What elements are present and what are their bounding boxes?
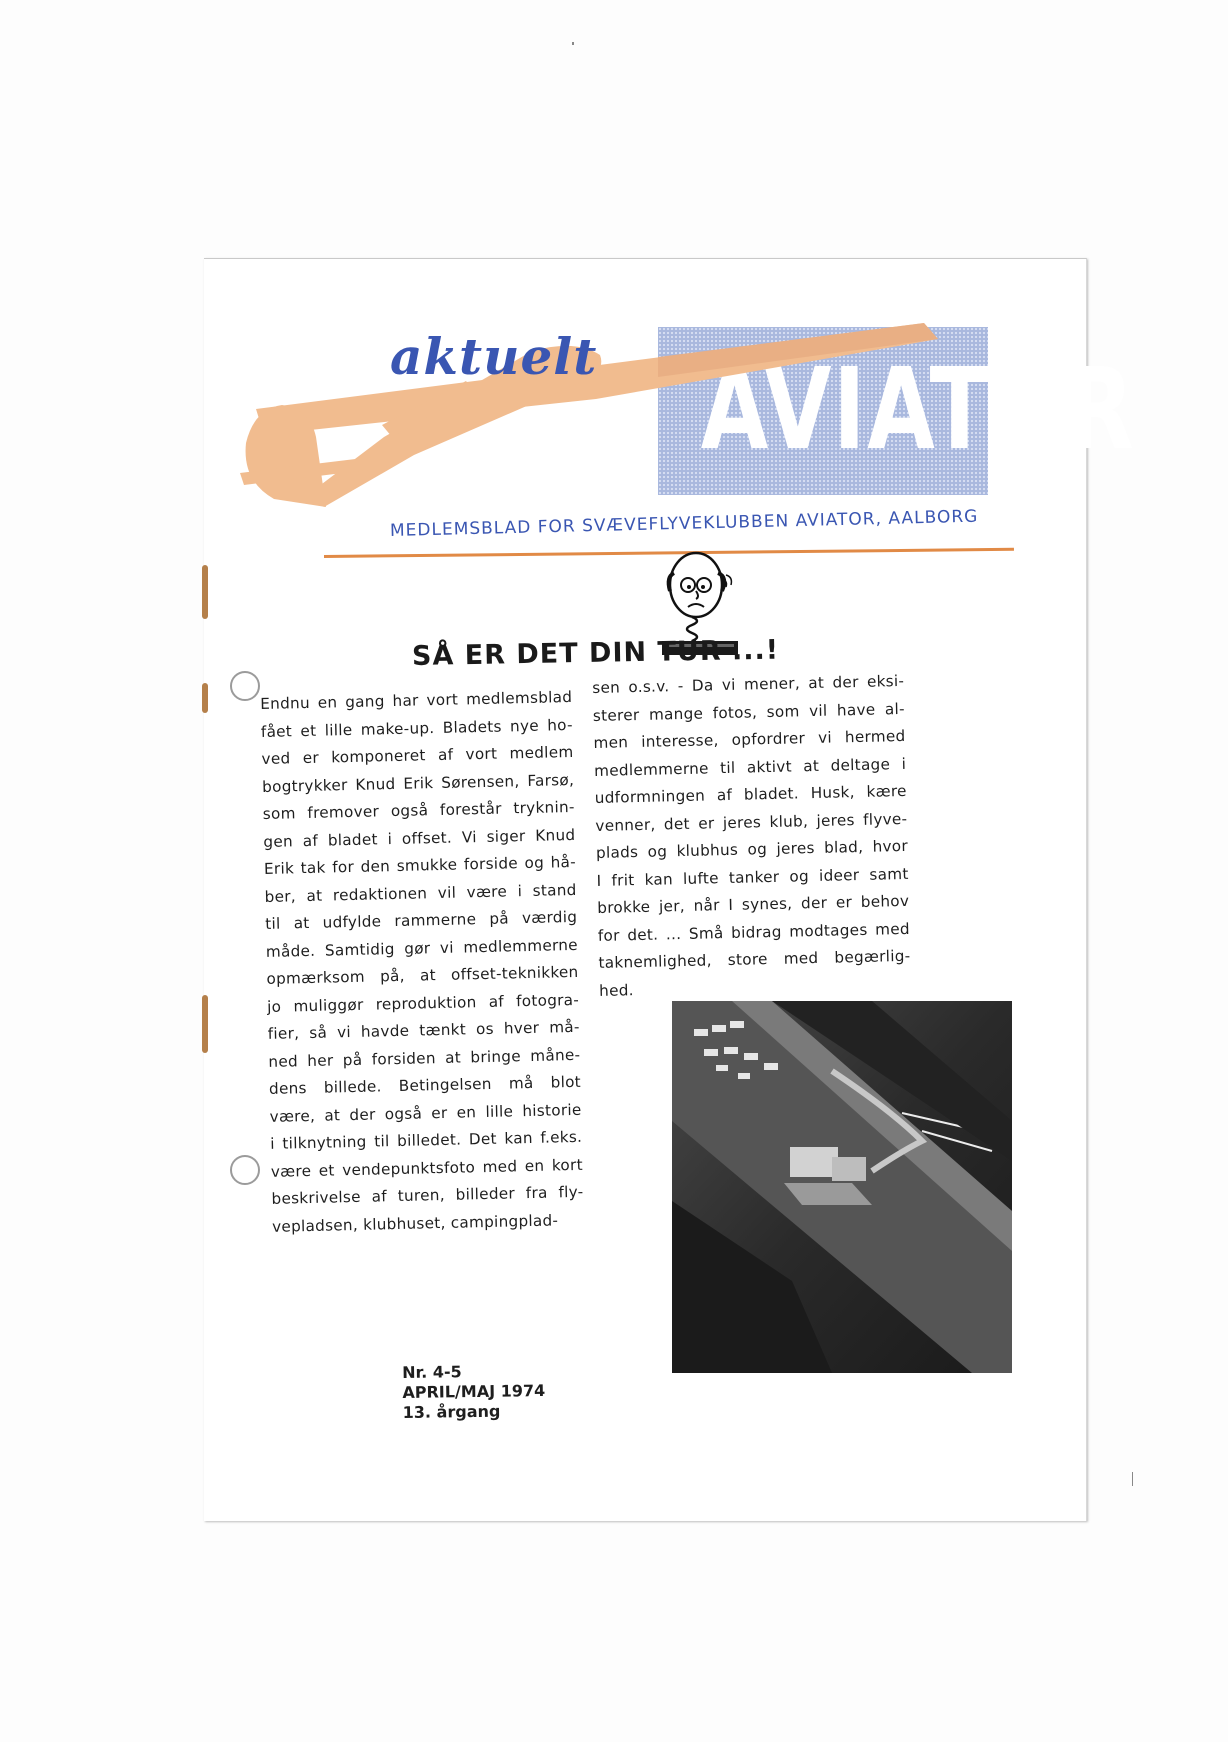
article-line: Erik tak for den smukke forside og hå- <box>263 852 577 878</box>
article-line: hed. <box>598 980 634 1000</box>
article-left-column <box>260 684 584 1241</box>
aerial-photo-image <box>672 1001 1012 1373</box>
scan-mark <box>572 42 574 45</box>
article-line: gen af bladet i offset. Vi siger Knud <box>263 825 576 851</box>
issue-number: Nr. 4-5 <box>402 1362 462 1382</box>
article-line: for det. ... Små bidrag modtages med <box>597 919 911 945</box>
article-line: jo muliggør reproduktion af fotogra- <box>266 990 580 1016</box>
article-line: ber, at redaktionen vil være i stand <box>264 880 577 906</box>
article-line: dens billede. Betingelsen må blot <box>268 1072 582 1098</box>
headline: SÅ ER DET DIN TUR ...! <box>411 634 780 672</box>
rust-stain <box>202 683 208 713</box>
article-line: plads og klubhus og jeres blad, hvor <box>595 836 909 862</box>
article-line: være et vendepunktsfoto med en kort <box>270 1155 584 1181</box>
article-line: være, at der også er en lille historie <box>269 1100 582 1126</box>
wordmark: AVIATOR <box>700 345 1136 475</box>
masthead <box>204 259 1136 579</box>
script-title: aktuelt <box>390 327 598 386</box>
article-line: men interesse, opfordrer vi hermed <box>593 726 906 752</box>
article-line: vepladsen, klubhuset, campingplad- <box>271 1210 559 1236</box>
aerial-photo <box>672 1001 1012 1373</box>
magazine-page <box>204 258 1136 1521</box>
article-line: måde. Samtidig gør vi medlemmerne <box>265 935 579 961</box>
article-line: medlemmerne til aktivt at deltage i <box>593 754 907 780</box>
article-line: bogtrykker Knud Erik Sørensen, Farsø, <box>261 770 575 796</box>
issue-info <box>402 1361 546 1423</box>
subtitle: MEDLEMSBLAD FOR SVÆVEFLYVEKLUBBEN AVIATOR, AALBORG <box>389 506 979 541</box>
article-line: taknemlighed, store med begærlig- <box>598 946 911 972</box>
article-line: venner, det er jeres klub, jeres flyve- <box>595 809 908 835</box>
article-line: beskrivelse af turen, billeder fra fly- <box>271 1182 584 1208</box>
article-line: fået et lille make-up. Bladets nye ho- <box>260 715 574 741</box>
issue-volume: 13. årgang <box>402 1401 501 1422</box>
article-line: sterer mange fotos, som vil have al- <box>592 699 906 725</box>
article-line: i tilknytning til billedet. Det kan f.eks. <box>270 1127 583 1153</box>
article-line: sen o.s.v. - Da vi mener, at der eksi- <box>592 671 905 697</box>
article-line: som fremover også forestår tryknin- <box>262 797 575 823</box>
article-right-column <box>592 668 911 1005</box>
scan-mark <box>1132 1472 1133 1486</box>
punch-hole <box>230 1155 260 1185</box>
article-line: Endnu en gang har vort medlemsblad <box>260 687 573 713</box>
article-line: fier, så vi havde tænkt os hver må- <box>267 1017 580 1043</box>
article-line: ned her på forsiden at bringe måne- <box>268 1045 581 1071</box>
article-line: opmærksom på, at offset-teknikken <box>266 962 579 988</box>
article-line: til at udfylde rammerne på værdig <box>265 907 578 933</box>
rust-stain <box>202 995 208 1053</box>
article-line: ved er komponeret af vort medlem <box>261 742 574 768</box>
article-line: I frit kan lufte tanker og ideer samt <box>596 864 909 890</box>
issue-date: APRIL/MAJ 1974 <box>402 1381 546 1402</box>
article-line: udformningen af bladet. Husk, kære <box>594 781 907 807</box>
article-line: brokke jer, når I synes, der er behov <box>597 891 910 917</box>
punch-hole <box>230 671 260 701</box>
